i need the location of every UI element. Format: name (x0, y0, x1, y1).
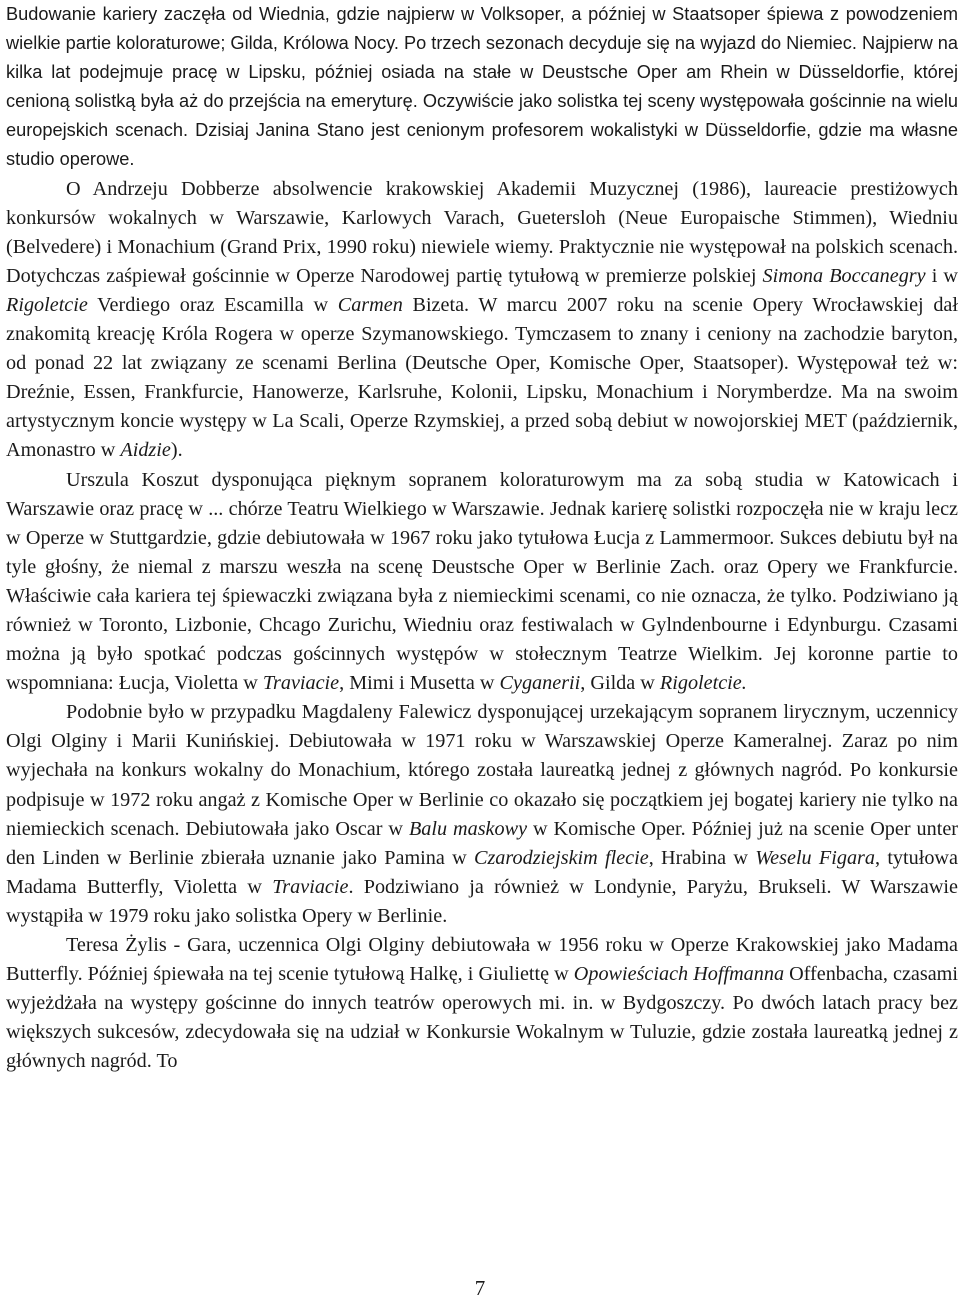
page-number: 7 (474, 1276, 486, 1300)
text-segment: , Gilda w (580, 672, 660, 695)
text-segment: Bizeta. W marcu 2007 roku na scenie Opery Wrocławskiej dał znakomitą kreację Króla Rogera w operze Szymanowskiego. Tymczasem to znany i ceniony na zachodzie baryton, od ponad 22 lat związany ze scenami Berlina (Deutsche Oper, Komische Oper, Staatsoper). Występował też w: Dreźnie, Essen, Frankfurcie, Hanowerze, Karlsruhe, Kolonii, Lipsku, Monachium i Norymberdze. Ma na swoim artystycznym koncie występy w La Scali, Operze Rzymskiej, a przed sobą debiut w nowojorskiej MET (październik, Amonastro w (6, 293, 958, 462)
italic-title: Aidzie (120, 439, 171, 462)
text-segment: w Komische Oper. Później już na scenie Oper unter den Linden w Berlinie zbierała uznanie jako Pamina w (6, 817, 958, 869)
italic-title: Czarodziejskim flecie (473, 846, 649, 869)
italic-title: Carmen (337, 293, 403, 316)
text-segment: Urszula Koszut dysponująca pięknym sopranem koloraturowym ma za sobą studia w Katowicach i Warszawie oraz pracę w ... chórze Teatru Wielkiego w Warszawie. Jednak karierę solistki rozpoczęła nie w kraju lecz w Operze w Stuttgardzie, gdzie debiutowała w 1967 roku jako tytułowa Łucja z Lammermoor. Sukces debiutu był na tyle głośny, że niemal z marszu weszła na scenę Deustsche Oper w Berlinie Zach. oraz Opery we Frankfurcie. Właściwie cała kariera tej śpiewaczki związana była z niemieckimi scenami, co nie oznacza, że tylko. Podziwiano ją również w Toronto, Lizbonie, Chcago Zurichu, Wiedniu oraz festiwalach w Gylndenbourne i Edynburgu. Czasami można ją było spotkać podczas gościnnych występów w stołecznym Teatrze Wielkim. Jej koronne partie to wspomniana: Łucja, Violetta w (6, 468, 958, 695)
text-segment: Budowanie kariery zaczęła od Wiednia, gdzie najpierw w Volksoper, a później w Staatsoper śpiewa z powodzeniem wielkie partie koloraturowe; Gilda, Królowa Nocy. Po trzech sezonach decyduje się na wyjazd do Niemiec. Najpierw na kilka lat podejmuje pracę w Lipsku, później osiada na stałe w Deustsche Oper am Rhein w Düsseldorfie, której cenioną solistką była aż do przejścia na emeryturę. Oczywiście jako solistka tej sceny występowała gościnnie na wielu europejskich scenach. Dzisiaj Janina Stano jest cenionym profesorem wokalistyki w Düsseldorfie, gdzie ma własne studio operowe. (6, 4, 958, 170)
text-segment: O Andrzeju Dobberze absolwencie krakowskiej Akademii Muzycznej (1986), laureacie prestiżowych konkursów wokalnych w Warszawie, Karlowych Varach, Guetersloh (Neue Europaische Stimmen), Wiedniu (Belvedere) i Monachium (Grand Prix, 1990 roku) niewiele wiemy. Praktycznie nie występował na polskich scenach. Dotychczas zaśpiewał gościnnie w Operze Narodowej partię tytułową w premierze polskiej (6, 177, 958, 287)
text-segment: . Podziwiano ja również w Londynie, Paryżu, Brukseli. W Warszawie wystąpiła w 1979 roku jako solistka Opery w Berlinie. (6, 875, 958, 927)
italic-title: Traviacie (272, 875, 349, 898)
text-segment: Podobnie było w przypadku Magdaleny Falewicz dysponującej urzekającym sopranem lirycznym, uczennicy Olgi Olginy i Marii Kunińskiej. Debiutowała w 1971 roku w Warszawskiej Operze Kameralnej. Zaraz po nim wyjechała na konkurs wokalny do Monachium, którego została laureatką jednej z głównych nagród. Po konkursie podpisuje w 1972 roku angaż z Komische Oper w Berlinie co okazało się początkiem jej bogatej kariery nie tylko na niemieckich scenach. Debiutowała jako Oscar w (6, 701, 958, 840)
text-segment: ). (170, 439, 183, 462)
document-page (6, 0, 958, 1276)
paragraph (6, 931, 958, 1076)
text-segment: i w (925, 264, 958, 287)
italic-title: Cyganerii (499, 672, 581, 695)
paragraph (6, 466, 958, 699)
text-segment: , Hrabina w (648, 846, 756, 869)
paragraph (6, 698, 958, 931)
italic-title: Rigoletcie. (659, 672, 747, 695)
italic-title: Traviacie (262, 672, 340, 695)
italic-title: Opowieściach Hoffmanna (573, 963, 785, 986)
italic-title: Weselu Figara (755, 846, 875, 869)
text-segment: , Mimi i Musetta w (339, 672, 500, 695)
text-segment: , tytułowa Madama Butterfly, Violetta w (6, 846, 958, 898)
italic-title: Rigoletcie (6, 293, 88, 316)
text-segment: Teresa Żylis - Gara, uczennica Olgi Olginy debiutowała w 1956 roku w Operze Krakowskiej jako Madama Butterfly. Później śpiewała na tej scenie tytułową Halkę, i Giuliettę w (6, 934, 958, 986)
italic-title: Balu maskowy (408, 817, 528, 840)
text-segment: Verdiego oraz Escamilla w (87, 293, 338, 316)
text-segment: Offenbacha, czasami wyjeżdżała na występy gościnne do innych teatrów operowych mi. in. w Bydgoszczy. Po dwóch latach pracy bez większych sukcesów, zdecydowała się na udział w Konkursie Wokalnym w Tuluzie, gdzie została laureatką jednej z głównych nagród. To (6, 963, 958, 1073)
paragraph (6, 0, 958, 175)
italic-title: Simona Boccanegry (762, 264, 926, 287)
text-body (6, 0, 958, 1076)
paragraph (6, 175, 958, 466)
